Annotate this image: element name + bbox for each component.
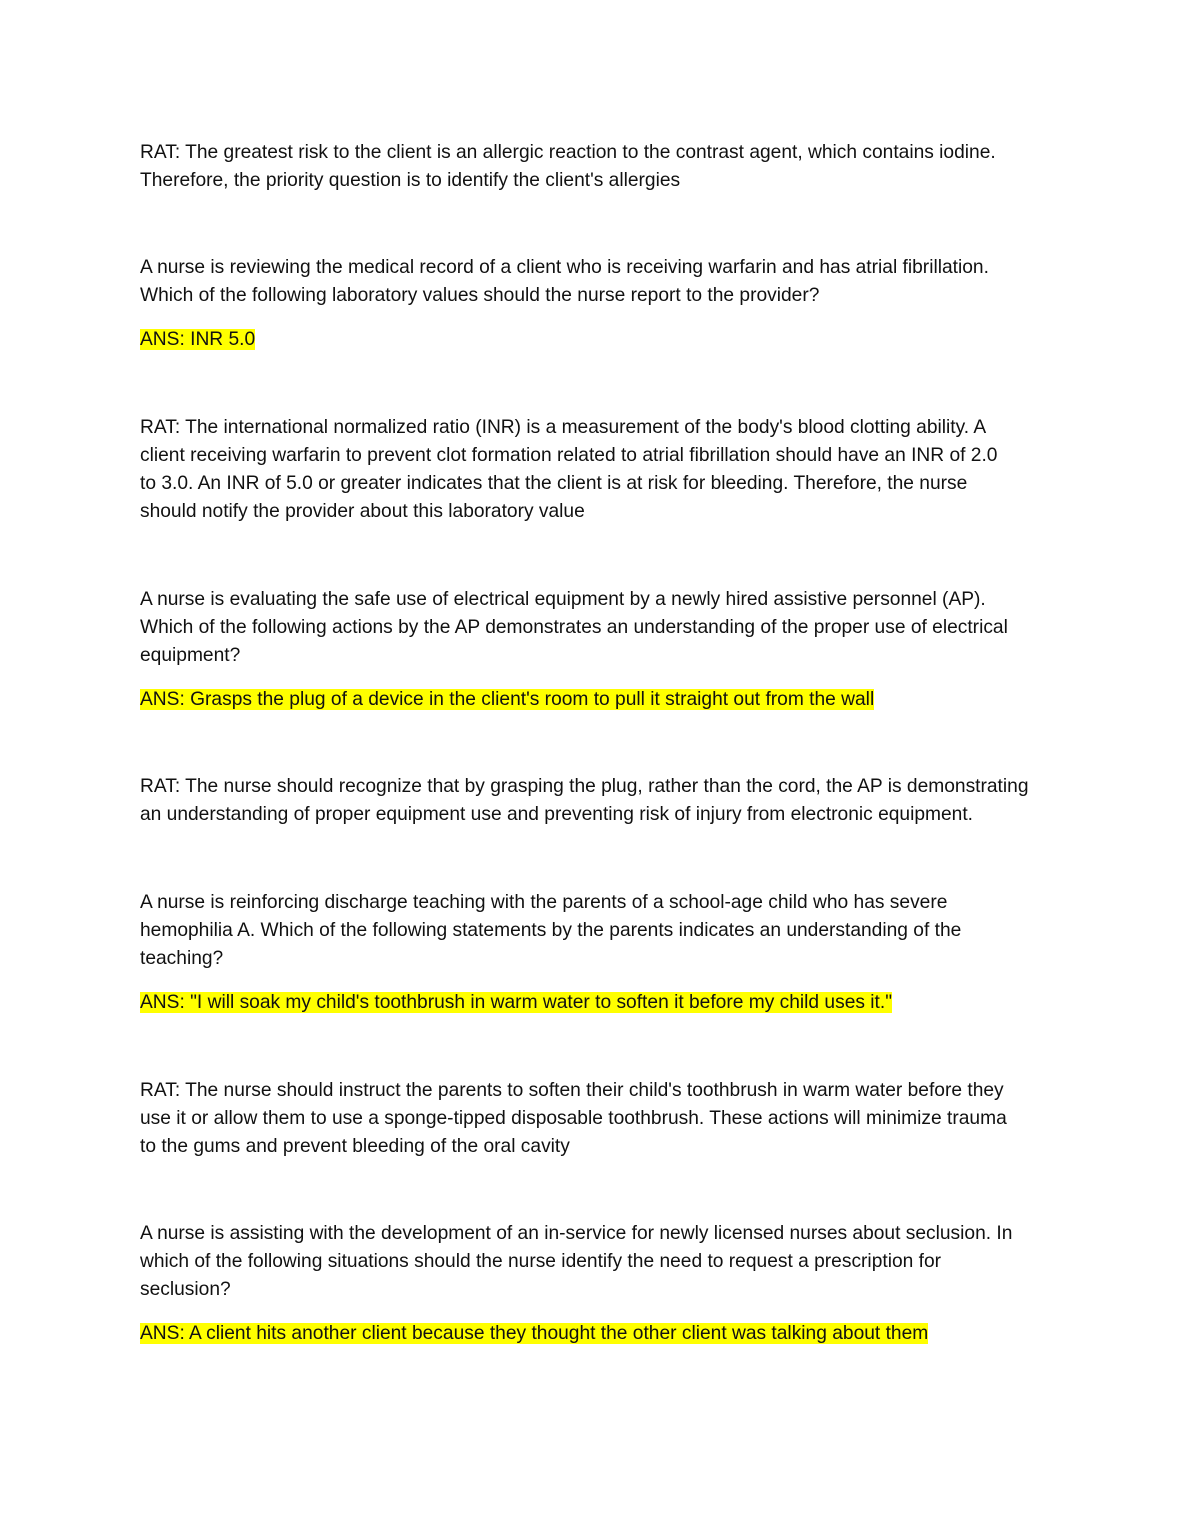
text-line: Which of the following actions by the AP demonstrates an understanding of the proper use of electrical — [140, 617, 1008, 638]
answer-line — [140, 686, 874, 714]
answer-line — [140, 326, 255, 354]
text-line: to 3.0. An INR of 5.0 or greater indicates that the client is at risk for bleeding. Therefore, the nurse — [140, 473, 968, 494]
question-paragraph — [140, 586, 1055, 670]
text-line: A nurse is reviewing the medical record of a client who is receiving warfarin and has atrial fibrillation. — [140, 257, 989, 278]
text-line: should notify the provider about this laboratory value — [140, 501, 585, 522]
text-line: an understanding of proper equipment use and preventing risk of injury from electronic equipment. — [140, 804, 974, 825]
rationale-paragraph — [140, 773, 1055, 829]
text-line: A nurse is evaluating the safe use of electrical equipment by a newly hired assistive personnel (AP). — [140, 589, 986, 610]
rationale-paragraph — [140, 139, 1055, 195]
text-line: seclusion? — [140, 1279, 231, 1300]
text-line: which of the following situations should the nurse identify the need to request a prescription for — [140, 1251, 942, 1272]
text-line: use it or allow them to use a sponge-tipped disposable toothbrush. These actions will minimize trauma — [140, 1108, 1007, 1129]
text-line: RAT: The nurse should instruct the parents to soften their child's toothbrush in warm water before they — [140, 1080, 1004, 1101]
text-line: Therefore, the priority question is to identify the client's allergies — [140, 170, 681, 191]
question-paragraph — [140, 1220, 1055, 1304]
text-line: A nurse is reinforcing discharge teaching with the parents of a school-age child who has severe — [140, 892, 948, 913]
question-paragraph — [140, 889, 1055, 973]
text-line: RAT: The international normalized ratio (INR) is a measurement of the body's blood clotting ability. A — [140, 417, 987, 438]
answer-line — [140, 989, 892, 1017]
highlighted-answer: ANS: "I will soak my child's toothbrush in warm water to soften it before my child uses it." — [140, 992, 893, 1013]
text-line: RAT: The nurse should recognize that by grasping the plug, rather than the cord, the AP is demonstrating — [140, 776, 1029, 797]
text-line: Which of the following laboratory values should the nurse report to the provider? — [140, 285, 820, 306]
rationale-paragraph — [140, 1077, 1055, 1161]
highlighted-answer: ANS: Grasps the plug of a device in the client's room to pull it straight out from the wall — [140, 689, 875, 710]
text-line: equipment? — [140, 645, 241, 666]
highlighted-answer: ANS: INR 5.0 — [140, 329, 256, 350]
answer-line — [140, 1320, 928, 1348]
text-line: A nurse is assisting with the development of an in-service for newly licensed nurses about seclusion. In — [140, 1223, 1013, 1244]
highlighted-answer: ANS: A client hits another client because they thought the other client was talking about them — [140, 1323, 929, 1344]
text-line: client receiving warfarin to prevent clot formation related to atrial fibrillation should have an INR of 2.0 — [140, 445, 998, 466]
text-line: RAT: The greatest risk to the client is an allergic reaction to the contrast agent, which contains iodine. — [140, 142, 996, 163]
text-line: to the gums and prevent bleeding of the oral cavity — [140, 1136, 570, 1157]
text-line: hemophilia A. Which of the following statements by the parents indicates an understanding of the — [140, 920, 962, 941]
question-paragraph — [140, 254, 1055, 310]
text-line: teaching? — [140, 948, 224, 969]
rationale-paragraph — [140, 414, 1055, 526]
